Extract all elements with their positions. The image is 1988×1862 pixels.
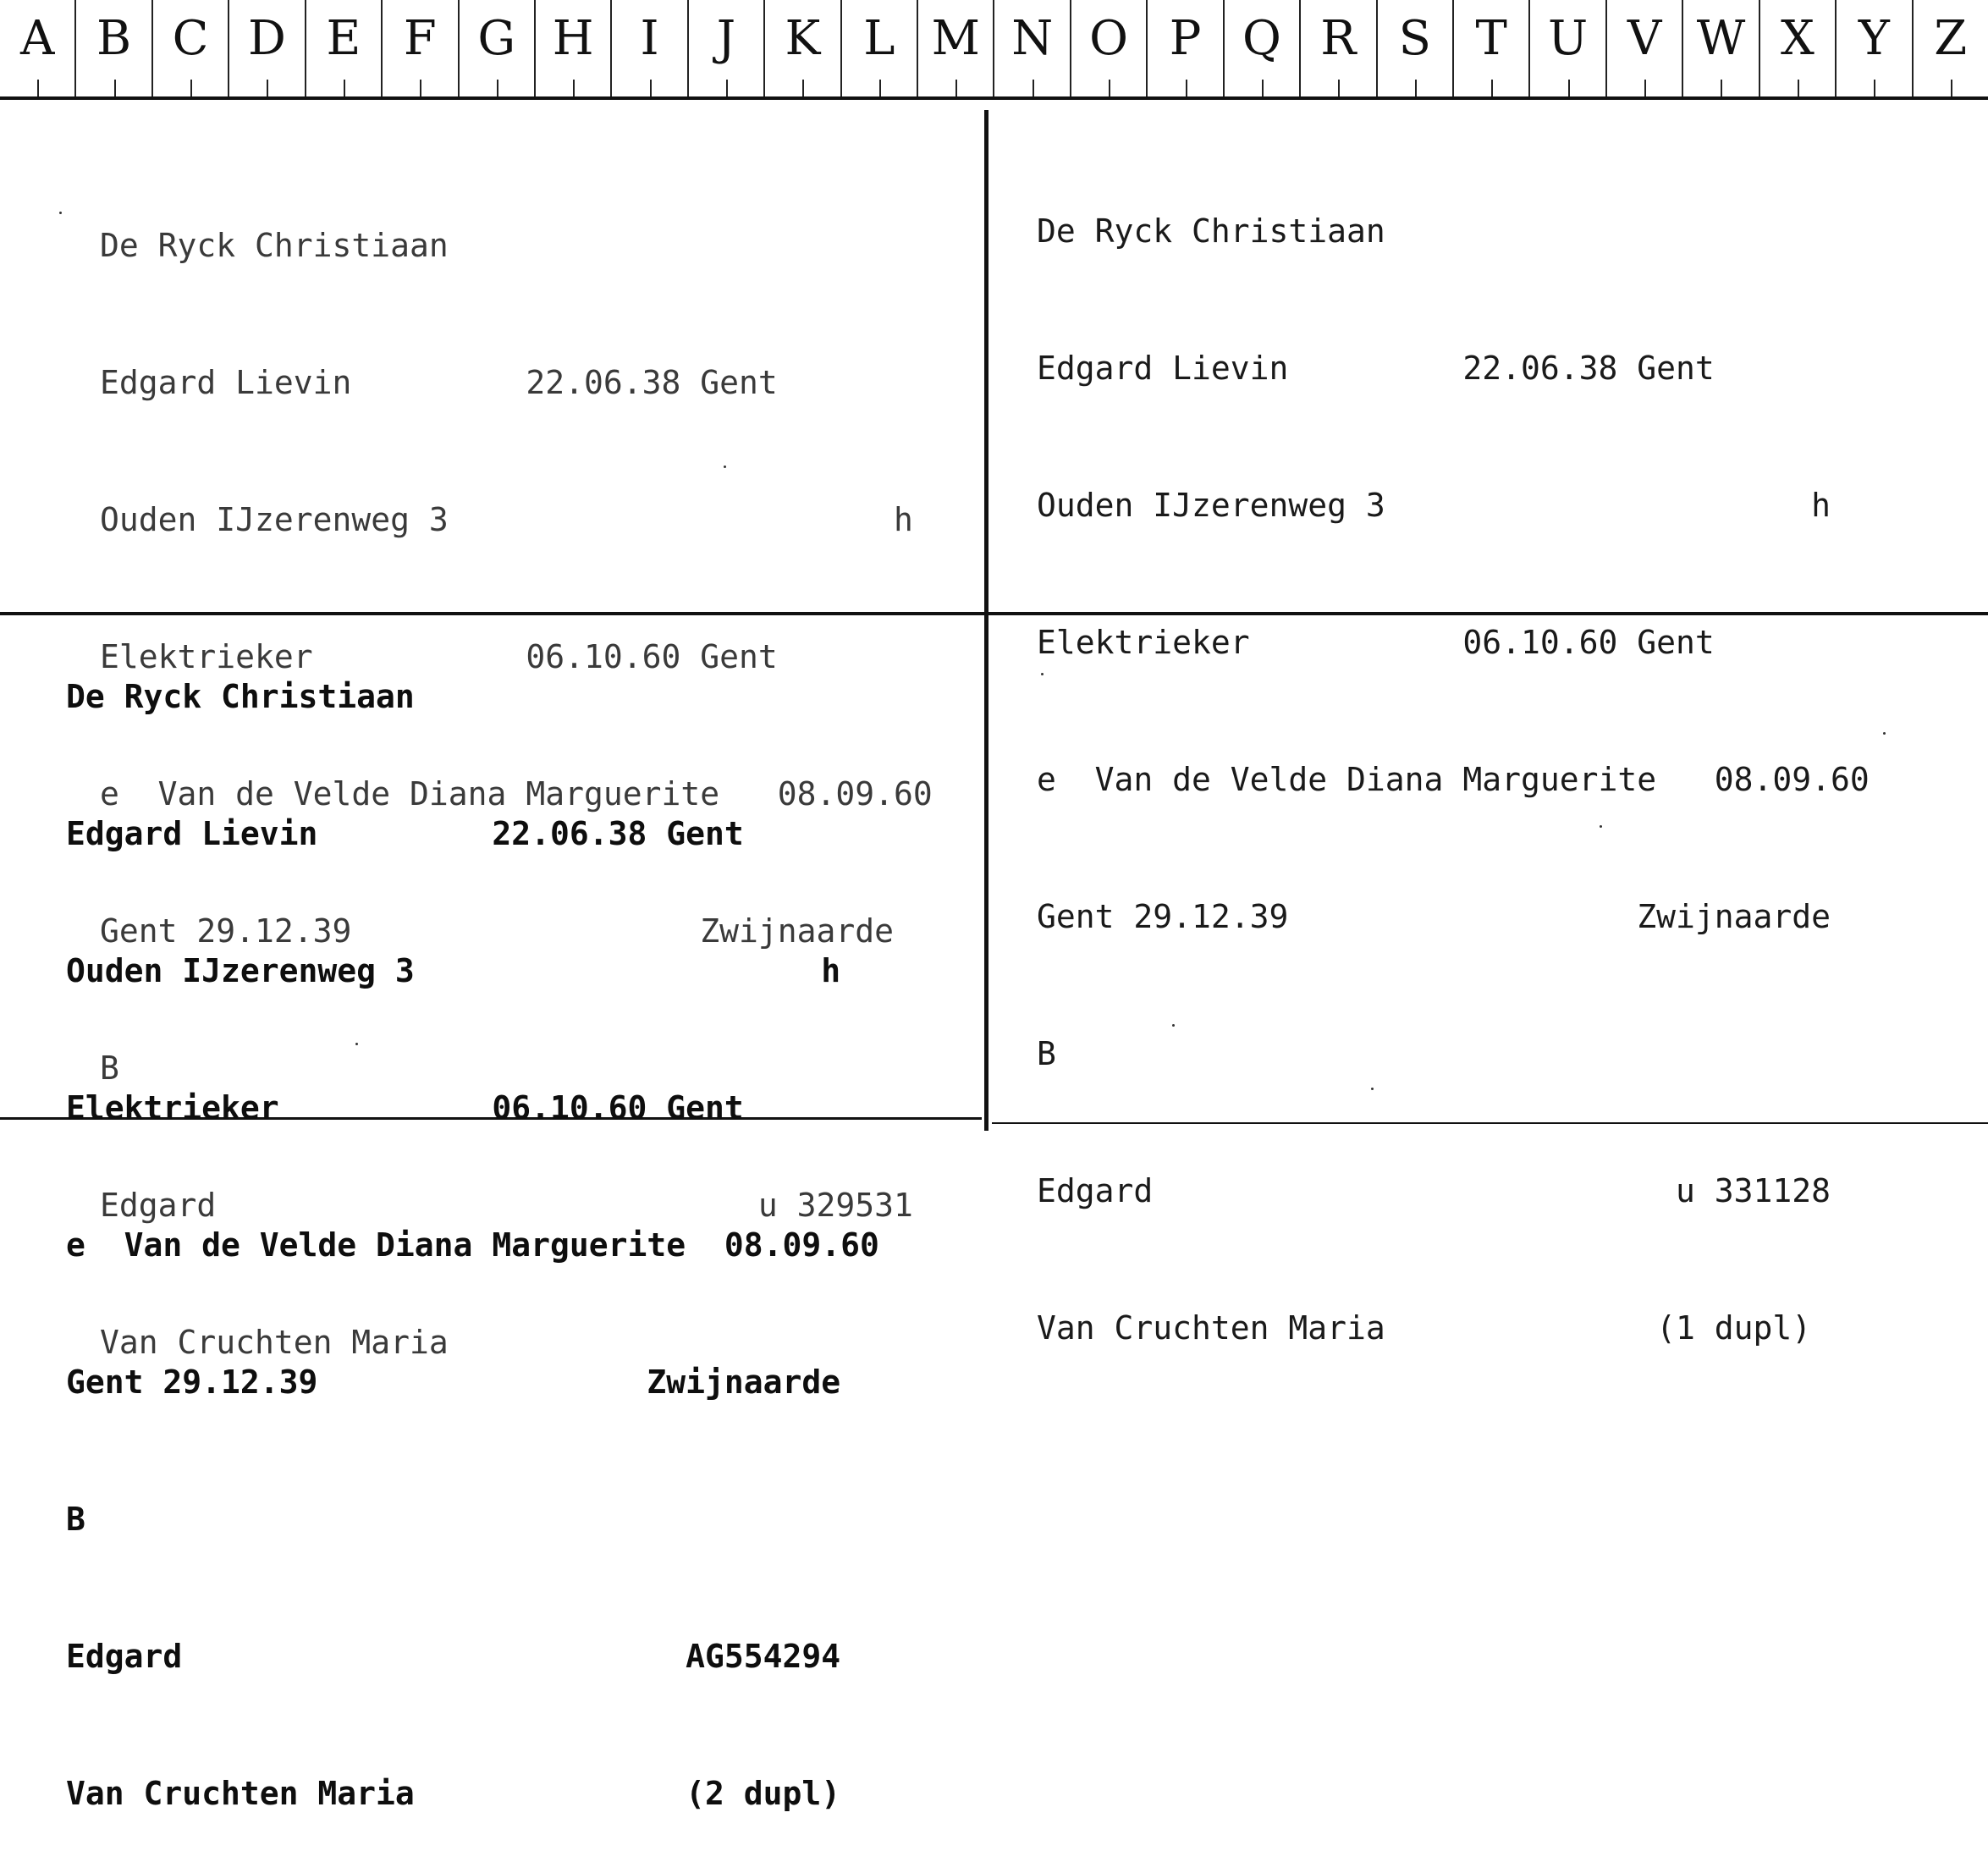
card-line: Edgard AG554294 (66, 1638, 841, 1675)
card-line: Edgard u 331128 (1037, 1172, 1831, 1209)
card-line: Elektrieker 06.10.60 Gent (66, 1089, 744, 1127)
index-letter: D (228, 0, 304, 96)
index-letter: W (1682, 0, 1758, 96)
card-line: Elektrieker 06.10.60 Gent (100, 638, 778, 675)
index-letter: R (1299, 0, 1375, 96)
card-line: Gent 29.12.39 Zwijnaarde (100, 912, 894, 950)
card-line: Gent 29.12.39 Zwijnaarde (66, 1363, 841, 1401)
index-letter: O (1070, 0, 1146, 96)
scan-speck (59, 212, 62, 214)
scan-speck (1172, 1024, 1175, 1027)
card-line: Ouden IJzerenweg 3 h (100, 501, 913, 538)
index-letter: N (993, 0, 1069, 96)
index-letter: Y (1835, 0, 1911, 96)
index-letter: A (0, 0, 74, 96)
card-line: Gent 29.12.39 Zwijnaarde (1037, 898, 1831, 935)
index-letter: I (610, 0, 686, 96)
alphabet-index-bar (0, 0, 1988, 100)
card-divider-vertical (984, 110, 988, 1131)
index-letter: P (1146, 0, 1222, 96)
card-line: De Ryck Christiaan (1037, 212, 1385, 250)
index-letter: M (917, 0, 993, 96)
scan-speck (1883, 732, 1886, 735)
index-letter: U (1528, 0, 1605, 96)
index-letter: K (763, 0, 840, 96)
index-letter: J (687, 0, 763, 96)
index-letter: F (381, 0, 457, 96)
index-letter: Q (1223, 0, 1299, 96)
card-line: De Ryck Christiaan (100, 227, 449, 264)
index-letter: X (1759, 0, 1835, 96)
index-letter: S (1376, 0, 1452, 96)
card-line: Van Cruchten Maria (2 dupl) (66, 1775, 841, 1812)
index-letter: C (151, 0, 228, 96)
index-letter: T (1452, 0, 1528, 96)
record-card-bottom-left (66, 582, 879, 1862)
card-line: e Van de Velde Diana Marguerite 08.09.60 (1037, 761, 1870, 798)
index-letter: V (1605, 0, 1682, 96)
card-line: Edgard Lievin 22.06.38 Gent (66, 815, 744, 852)
card-line: Van Cruchten Maria (1 dupl) (1037, 1309, 1812, 1347)
scan-speck (1371, 1088, 1374, 1090)
index-letter: Z (1912, 0, 1988, 96)
index-letter: L (840, 0, 917, 96)
card-line: B (1037, 1035, 1056, 1072)
card-line: Ouden IJzerenweg 3 h (66, 952, 841, 989)
scan-speck (1600, 825, 1602, 828)
card-line: B (100, 1049, 119, 1087)
scan-speck (355, 1043, 358, 1045)
scan-speck (724, 466, 726, 468)
record-card-top-right (1037, 117, 1870, 1396)
index-letter: E (305, 0, 381, 96)
card-line: e Van de Velde Diana Marguerite 08.09.60 (100, 775, 933, 813)
card-line: Edgard u 329531 (100, 1187, 913, 1224)
scan-speck (1041, 673, 1044, 675)
card-line: Van Cruchten Maria (100, 1324, 449, 1361)
card-line: Elektrieker 06.10.60 Gent (1037, 624, 1715, 661)
index-letter: G (458, 0, 534, 96)
card-line: De Ryck Christiaan (66, 678, 415, 715)
card-line: Edgard Lievin 22.06.38 Gent (100, 364, 778, 401)
index-letter: H (534, 0, 610, 96)
card-line: e Van de Velde Diana Marguerite 08.09.60 (66, 1226, 879, 1264)
card-line: B (66, 1501, 85, 1538)
card-line: Edgard Lievin 22.06.38 Gent (1037, 350, 1715, 387)
card-line: Ouden IJzerenweg 3 h (1037, 487, 1831, 524)
index-letter: B (74, 0, 151, 96)
